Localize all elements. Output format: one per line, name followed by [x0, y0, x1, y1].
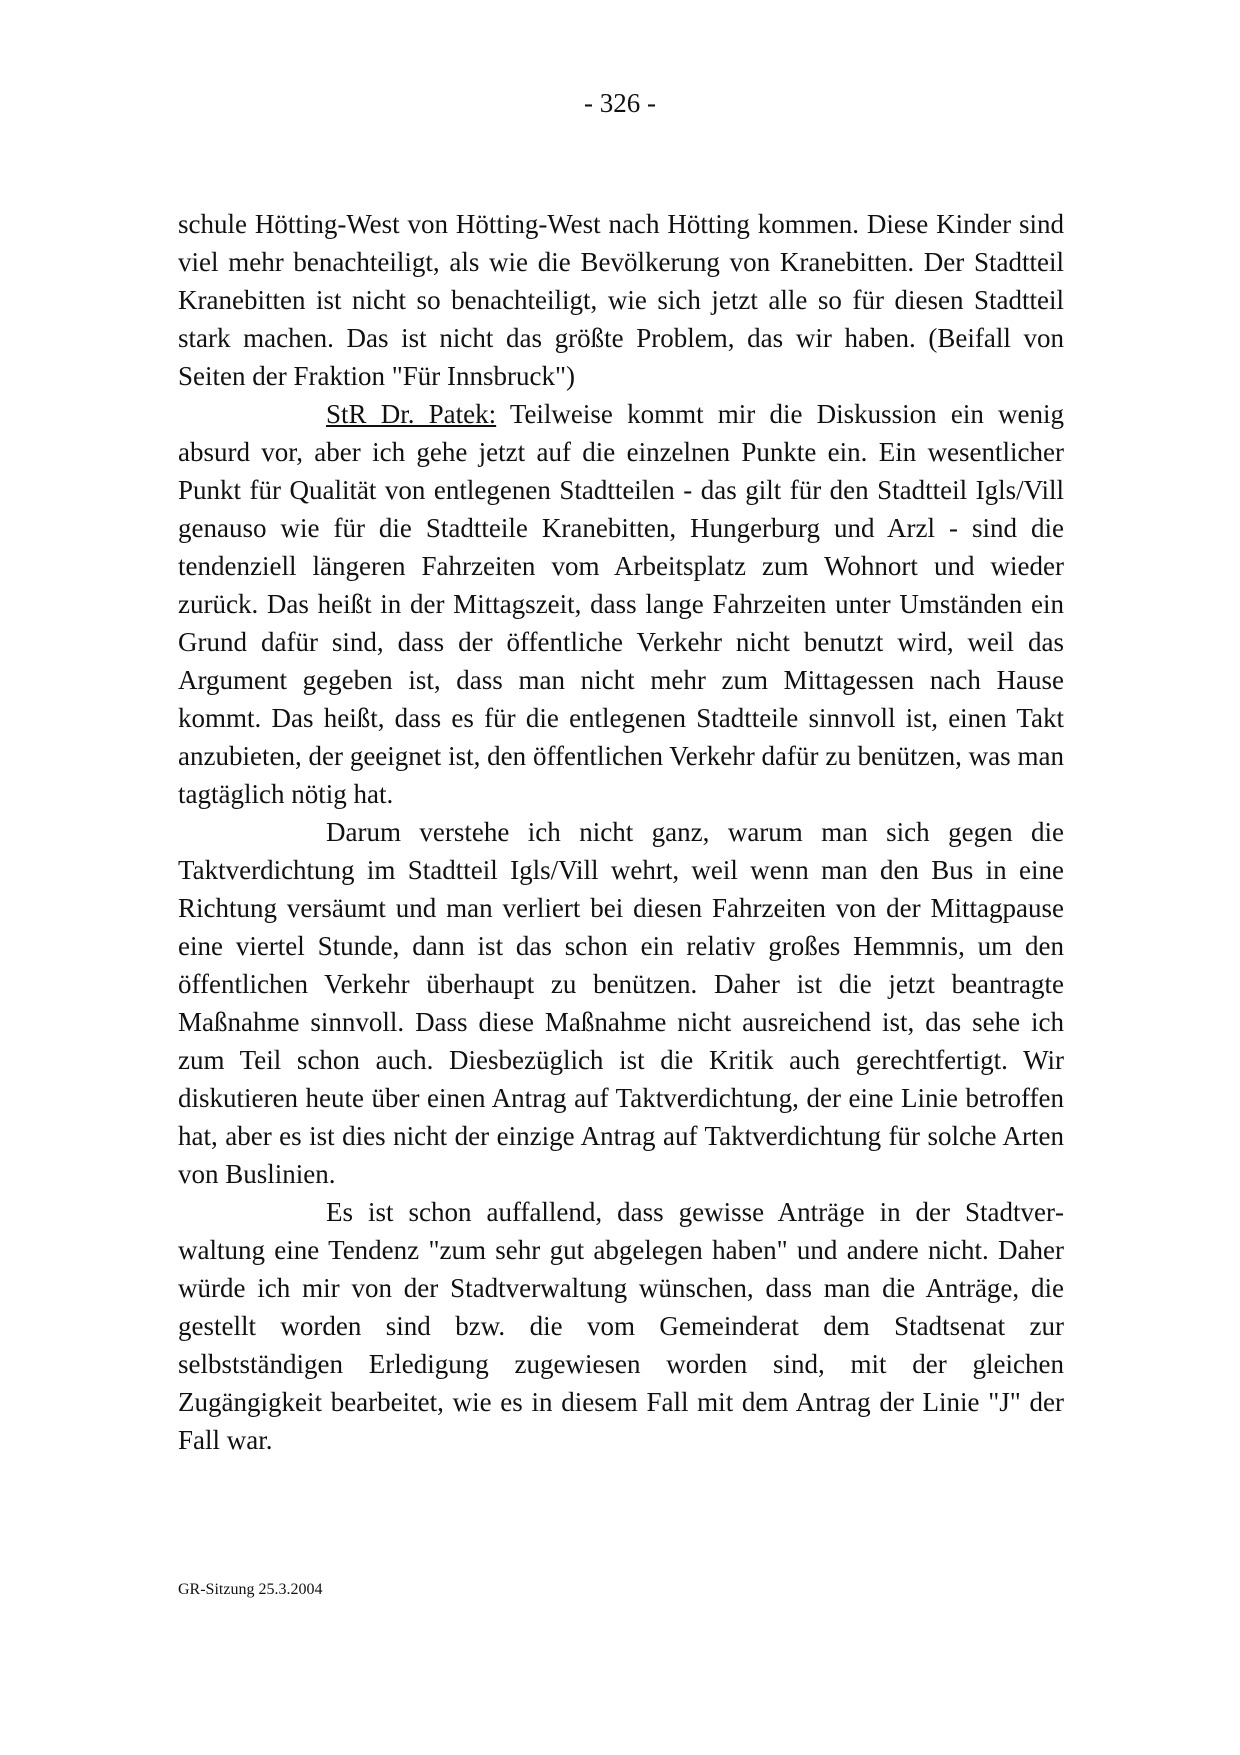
paragraph-taktverdichtung: Darum verstehe ich nicht ganz, warum man sich gegen die Taktverdichtung im Stadtteil Igls/Vill wehrt, weil wenn man den Bus in eine Richtung versäumt und man verliert bei diesen Fahrzeiten von der Mittagpause eine viertel Stunde, dann ist das schon ein relativ großes Hemmnis, um den öffentlichen Verkehr überhaupt zu benützen. Daher ist die jetzt beantragte Maßnahme sinnvoll. Dass diese Maßnahme nicht ausreichend ist, das sehe ich zum Teil schon auch. Diesbezüglich ist die Kritik auch gerechtfertigt. Wir diskutieren heute über einen Antrag auf Taktverdichtung, der eine Linie betroffen hat, aber es ist dies nicht der einzige Antrag auf Taktverdichtung für solche Arten von Buslinien.: [178, 817, 1064, 1189]
page-number: - 326 -: [584, 88, 656, 118]
document-body: [178, 205, 1064, 1459]
paragraph-speaker-patek: [178, 395, 1064, 813]
speaker-statement: Teilweise kommt mir die Diskussion ein wenig absurd vor, aber ich gehe jetzt auf die einzelnen Punkte ein. Ein wesentlicher Punkt für Qualität von entlegenen Stadtteilen - das gilt für den Stadtteil Igls/Vill genauso wie für die Stadtteile Kranebitten, Hungerburg und Arzl - sind die tendenziell längeren Fahrzeiten vom Arbeitsplatz zum Wohnort und wieder zurück. Das heißt in der Mittagszeit, dass lange Fahrzeiten unter Umständen ein Grund dafür sind, dass der öffentliche Verkehr nicht benutzt wird, weil das Argument gegeben ist, dass man nicht mehr zum Mittagessen nach Hause kommt. Das heißt, dass es für die entlegenen Stadtteile sinnvoll ist, einen Takt anzubieten, der geeignet ist, den öffentlichen Verkehr dafür zu benützen, was man tagtäglich nötig hat.: [178, 399, 1064, 809]
paragraph-continuation: schule Hötting-West von Hötting-West nach Hötting kommen. Diese Kinder sind viel mehr benachteiligt, als wie die Bevölkerung von Kranebitten. Der Stadtteil Kranebitten ist nicht so benachteiligt, wie sich jetzt alle so für diesen Stadtteil stark machen. Das ist nicht das größte Problem, das wir haben. (Beifall von Seiten der Fraktion "Für Innsbruck"): [178, 209, 1064, 391]
page-footer: GR-Sitzung 25.3.2004: [178, 1581, 323, 1598]
paragraph-stadtverwaltung: Es ist schon auffallend, dass gewisse Anträge in der Stadtverwaltung eine Tendenz "zum sehr gut abgelegen haben" und andere nicht. Daher würde ich mir von der Stadtverwaltung wünschen, dass man die Anträge, die gestellt worden sind bzw. die vom Gemeinderat dem Stadtsenat zur selbstständigen Erledigung zugewiesen worden sind, mit der gleichen Zugängigkeit bearbeitet, wie es in diesem Fall mit dem Antrag der Linie "J" der Fall war.: [178, 1197, 1064, 1455]
speaker-name: StR Dr. Patek:: [326, 399, 497, 429]
